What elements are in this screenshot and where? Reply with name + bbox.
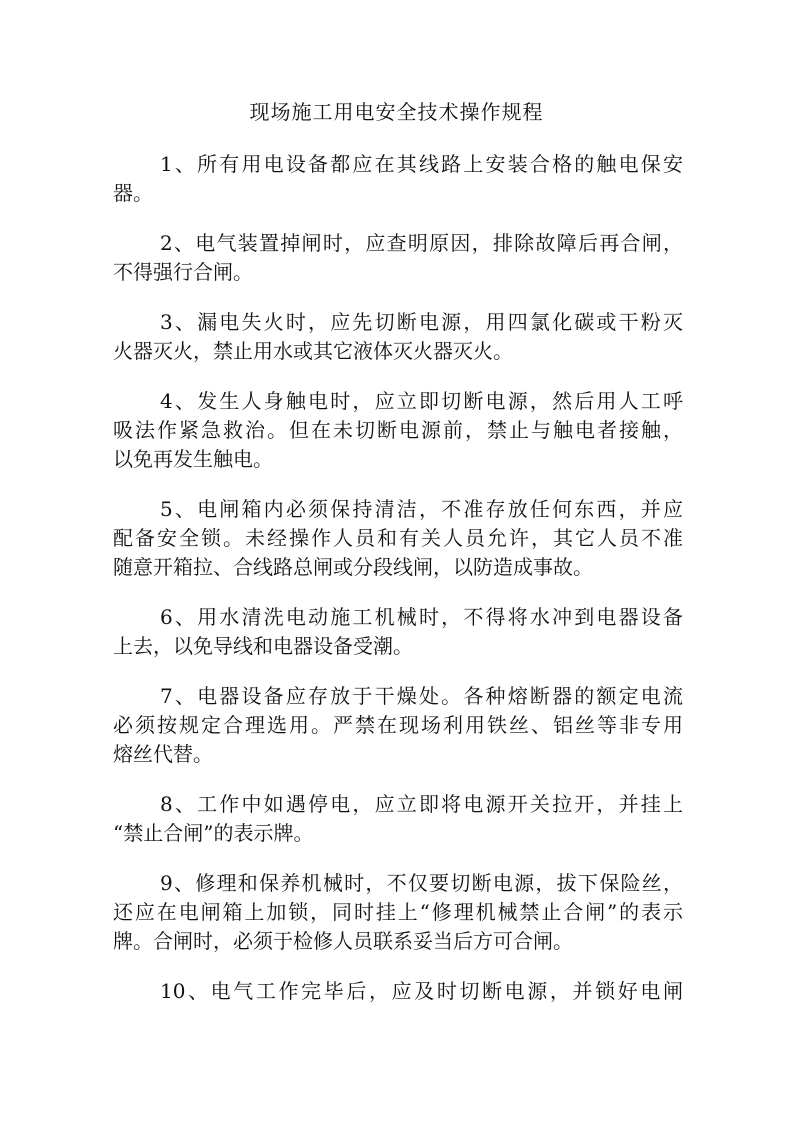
paragraph-line: 1、所有用电设备都应在其线路上安装合格的触电保安 [160,152,683,176]
paragraph-line: 火器灭火，禁止用水或其它液体灭火器灭火。 [113,339,513,363]
paragraph-line: 10、电气工作完毕后，应及时切断电源，并锁好电闸 [160,979,683,1003]
document-title: 现场施工用电安全技术操作规程 [249,100,544,124]
rule-paragraph [113,150,683,208]
paragraph-line: 熔丝代替。 [113,742,213,766]
paragraph-line: 器。 [113,181,153,205]
paragraph-line: 3、漏电失火时，应先切断电源，用四氯化碳或干粉灭 [160,310,683,334]
rule-paragraph [113,790,683,848]
paragraph-line: 吸法作紧急救治。但在未切断电源前，禁止与触电者接触， [113,418,683,442]
rule-paragraph [113,308,683,366]
rule-paragraph [113,229,683,287]
rule-paragraph [113,869,683,956]
paragraph-line: “禁止合闸”的表示牌。 [113,821,314,845]
paragraph-line: 牌。合闸时，必须于检修人员联系妥当后方可合闸。 [113,929,573,953]
paragraph-line: 不得强行合闸。 [113,260,253,284]
paragraph-line: 随意开箱拉、合线路总闸或分段线闸，以防造成事故。 [113,555,593,579]
rule-paragraph [113,682,683,769]
paragraph-line: 6、用水清洗电动施工机械时，不得将水冲到电器设备 [160,605,683,629]
paragraph-line: 以免再发生触电。 [113,447,273,471]
paragraph-line: 还应在电闸箱上加锁，同时挂上“修理机械禁止合闸”的表示 [113,900,683,924]
paragraph-line: 4、发生人身触电时，应立即切断电源，然后用人工呼 [160,389,683,413]
paragraph-line: 配备安全锁。未经操作人员和有关人员允许，其它人员不准 [113,526,683,550]
paragraph-line: 7、电器设备应存放于干燥处。各种熔断器的额定电流 [160,684,683,708]
rule-paragraph [113,495,683,582]
rule-paragraph [113,603,683,661]
paragraph-line: 9、修理和保养机械时，不仅要切断电源，拔下保险丝， [160,871,683,895]
paragraph-line: 2、电气装置掉闸时，应查明原因，排除故障后再合闸， [160,231,683,255]
paragraph-line: 5、电闸箱内必须保持清洁，不准存放任何东西，并应 [160,497,683,521]
rule-paragraph [113,387,683,474]
paragraph-line: 必须按规定合理选用。严禁在现场利用铁丝、铝丝等非专用 [113,713,683,737]
paragraph-line: 8、工作中如遇停电，应立即将电源开关拉开，并挂上 [160,792,683,816]
document-body [113,150,683,1027]
paragraph-line: 上去，以免导线和电器设备受潮。 [113,634,413,658]
rule-paragraph [113,977,683,1006]
